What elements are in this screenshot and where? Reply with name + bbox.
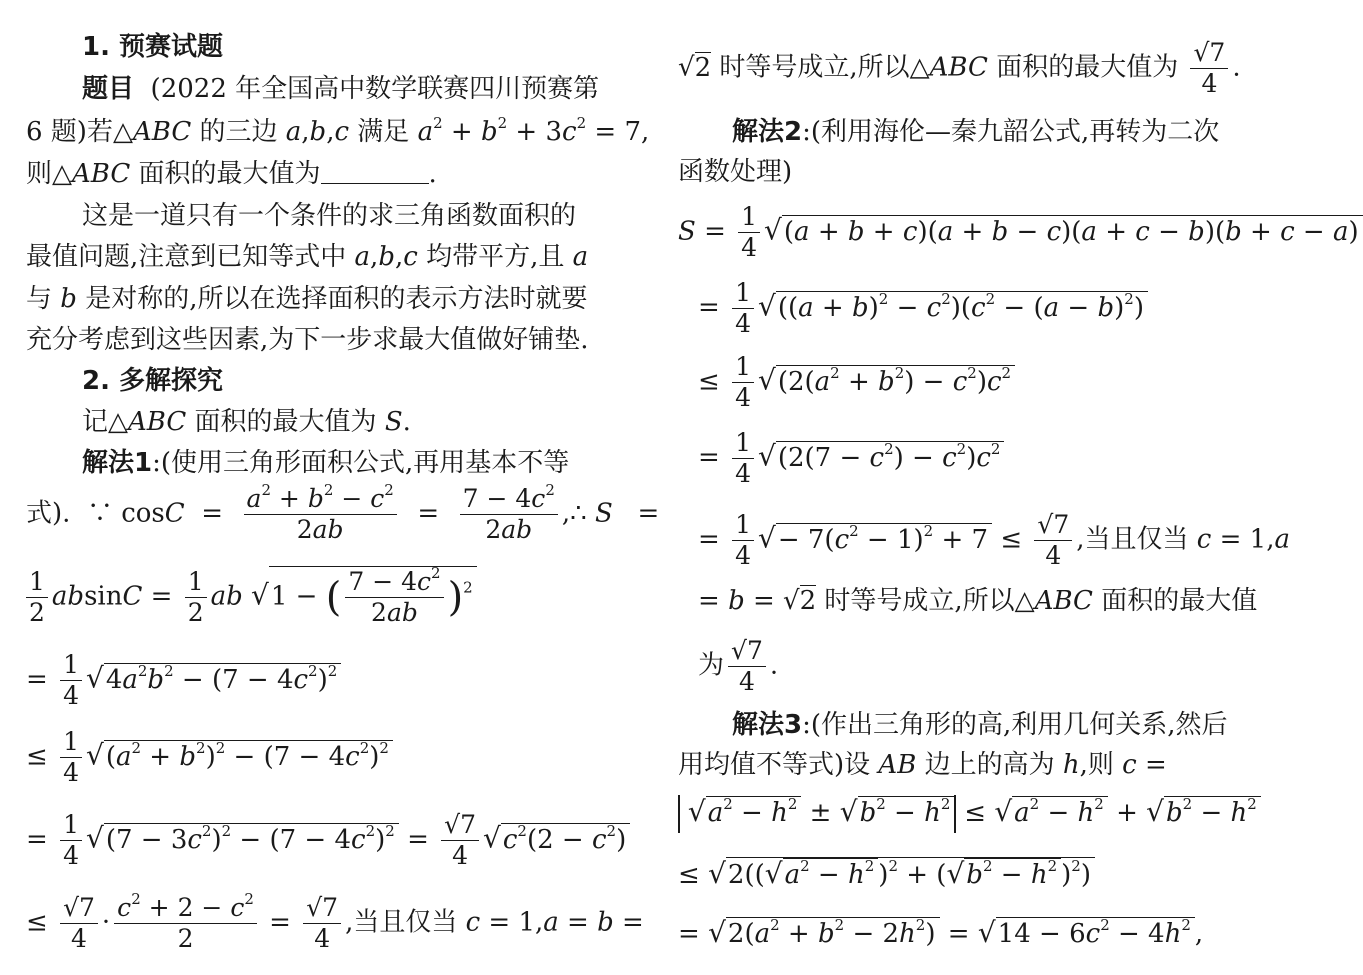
heading-prelim: 1. 预赛试题 — [82, 32, 224, 62]
method-1-conclusion: √2 时等号成立,所以△ABC 面积的最大值为 $\frac{√7}{4}$ . — [678, 38, 1241, 98]
method-2-line: 解法2:(利用海伦—秦九韶公式,再转为二次 — [732, 117, 1220, 147]
method-1-step-3: ≤ $\frac{1}{4}$ $√(a^2 + b^2)^2 - (7 - 4c^2)^2$ — [26, 727, 393, 788]
method-3-step-1: $√a^2 - h^2 \pm √b^2 - h^2 \le √a^2 - h^2 + √b^2 - h^2$ — [678, 795, 1261, 833]
method-2-step-2: = $\frac{1}{4}$ $√((a + b)^2 - c^2)(c^2 - (a - b)^2)$ — [698, 278, 1148, 339]
analysis-line-1: 这是一道只有一个条件的求三角函数面积的 — [82, 201, 577, 231]
method-1-step-4: = $\frac{1}{4}$ $√(7 - 3c^2)^2 - (7 - 4c^2)^2$ = $\frac{√7}{4}$ $√c^2(2 - c^2)$ — [26, 810, 630, 871]
method-1-cos-formula: 式). ∵ cosC = $\frac{a^2 + b^2 - c^2}{2ab}$ = $\frac{7 - 4c^2}{2ab}$ ,∴ S = — [26, 481, 660, 544]
heading-multi-solution: 2. 多解探究 — [82, 366, 224, 396]
method-1-step-5: ≤ $\frac{√7}{4}$ · $\frac{c^2 + 2 - c^2}{2}$ = $\frac{√7}{4}$ ,当且仅当 c = 1,a = b = — [26, 890, 644, 953]
method-3-label: 解法 — [732, 710, 785, 740]
analysis-line-2: 最值问题,注意到已知等式中 a,b,c 均带平方,且 a — [26, 242, 589, 272]
method-1-step-1: $\frac{1}{2}$ absinC = $\frac{1}{2}$ ab √1 − ( $\frac{7 - 4c^2}{2ab}$ )$^2$ — [26, 566, 477, 628]
method-2-step-1: S = $\frac{1}{4}$ √(a + b + c)(a + b − c)(a + c − b)(b + c − a) — [678, 202, 1363, 263]
problem-label: 题目 — [82, 74, 135, 104]
method-1-label: 解法 — [82, 448, 135, 478]
define-s-line: 记△ABC 面积的最大值为 S. — [82, 407, 411, 437]
method-3-line-2: 用均值不等式)设 AB 边上的高为 h,则 c = — [678, 750, 1167, 780]
method-2-step-5: = $\frac{1}{4}$ √− $7(c^2 - 1)^2 + 7$ ≤ $\frac{√7}{4}$ ,当且仅当 c = 1,a — [698, 510, 1290, 570]
method-3-step-2: ≤ $√2((√a^2 - h^2$ )$^2 + (√b^2 - h^2$ )$^2$) — [678, 857, 1095, 892]
analysis-line-4: 充分考虑到这些因素,为下一步求最大值做好铺垫. — [26, 325, 589, 355]
method-2-line-2: 函数处理) — [678, 157, 793, 187]
method-2-step-3: ≤ $\frac{1}{4}$ $√(2(a^2 + b^2) - c^2)c^2$ — [698, 352, 1015, 413]
method-2-step-6: = b = √2 时等号成立,所以△ABC 面积的最大值 — [698, 586, 1258, 616]
problem-line-1: 题目 (2022 年全国高中数学联赛四川预赛第 — [82, 74, 600, 104]
method-2-conclusion: 为 $\frac{√7}{4}$ . — [698, 636, 779, 696]
method-1-step-2: = $\frac{1}{4}$ $√4a^2b^2 - (7 - 4c^2)^2$ — [26, 650, 341, 711]
analysis-line-3: 与 b 是对称的,所以在选择面积的表示方法时就要 — [26, 284, 588, 314]
method-1-line: 解法1:(使用三角形面积公式,再用基本不等 — [82, 448, 570, 478]
method-3-line: 解法3:(作出三角形的高,利用几何关系,然后 — [732, 710, 1228, 740]
problem-line-3: 则△ABC 面积的最大值为 . — [26, 159, 437, 189]
problem-line-2: 6 题)若△ABC 的三边 a,b,c 满足 $a^2 + b^2 + 3c^2 = 7$, — [26, 114, 650, 147]
method-2-label: 解法 — [732, 117, 785, 147]
method-2-step-4: = $\frac{1}{4}$ $√(2(7 - c^2) - c^2)c^2$ — [698, 428, 1004, 489]
method-3-step-3: = $√2(a^2 + b^2 - 2h^2) = √14 - 6c^2 - 4h^2$ , — [678, 916, 1204, 949]
answer-blank — [321, 157, 429, 184]
